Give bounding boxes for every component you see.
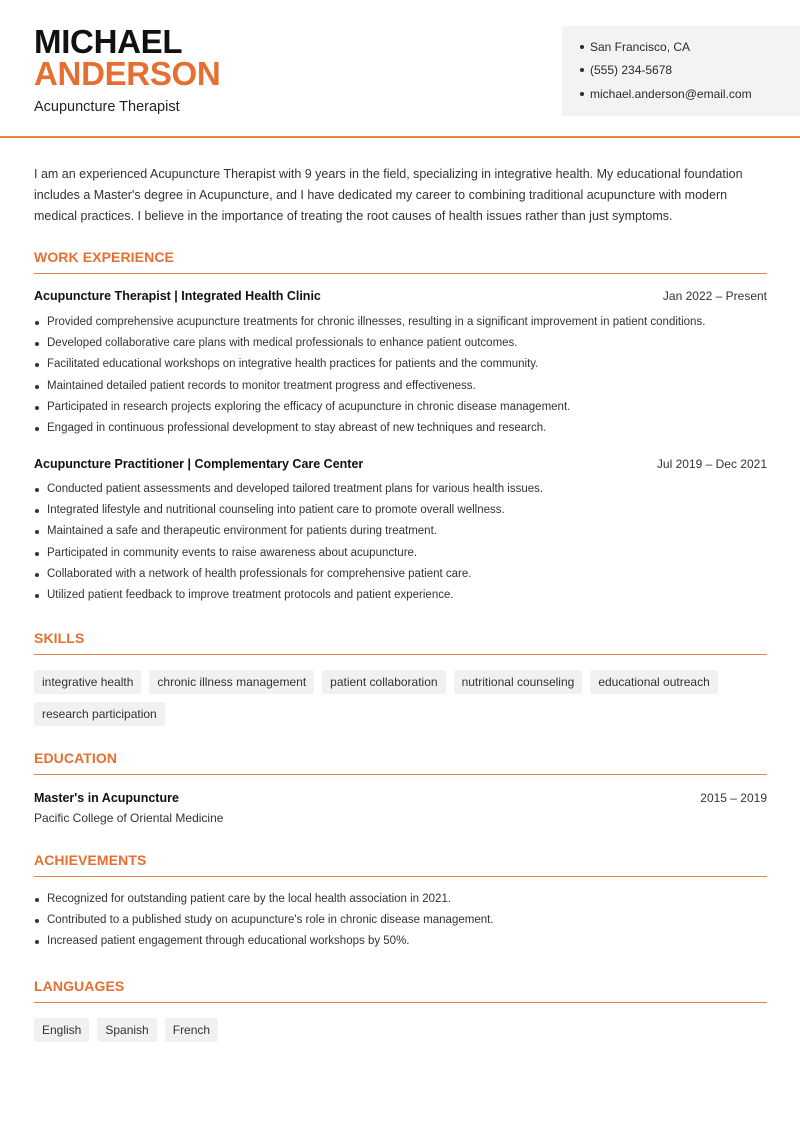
- first-name: MICHAEL: [34, 23, 183, 60]
- skill-tag: research participation: [34, 702, 165, 726]
- section-title-work-experience: WORK EXPERIENCE: [34, 249, 767, 274]
- phone-text: (555) 234-5678: [590, 63, 673, 77]
- education-header: [34, 791, 767, 805]
- skill-tag: patient collaboration: [322, 670, 445, 694]
- job-header: [34, 289, 767, 303]
- job-role: Acupuncture Therapist | Integrated Health Clinic: [34, 289, 321, 303]
- list-item: Increased patient engagement through educational workshops by 50%.: [34, 931, 769, 952]
- skill-tag: chronic illness management: [149, 670, 314, 694]
- skill-tag: nutritional counseling: [454, 670, 583, 694]
- profile-summary: I am an experienced Acupuncture Therapist with 9 years in the field, specializing in integrative health. My educational foundation includes a Master's degree in Acupuncture, and I have dedicated my career to combining traditional acupuncture with modern medical practices. I believe in the importance of treating the root causes of health issues rather than just symptoms.: [34, 167, 743, 223]
- last-name: ANDERSON: [34, 55, 221, 92]
- section-title-education: EDUCATION: [34, 750, 767, 775]
- language-tags: [34, 1018, 774, 1042]
- section-title-languages: LANGUAGES: [34, 978, 767, 1003]
- bullet-icon: [580, 68, 584, 72]
- school-name: Pacific College of Oriental Medicine: [34, 811, 224, 825]
- list-item: Engaged in continuous professional development to stay abreast of new techniques and research.: [34, 418, 769, 439]
- bullet-icon: [580, 92, 584, 96]
- contact-location: [580, 40, 690, 54]
- job-dates: Jan 2022 – Present: [662, 289, 767, 303]
- education-dates: 2015 – 2019: [700, 791, 767, 805]
- resume-header: [0, 0, 800, 138]
- skills-tags: [34, 670, 774, 726]
- contact-box: [562, 26, 800, 116]
- list-item: Conducted patient assessments and developed tailored treatment plans for various health issues.: [34, 479, 769, 500]
- job-bullets: [34, 312, 769, 439]
- list-item: Contributed to a published study on acupuncture's role in chronic disease management.: [34, 910, 769, 931]
- list-item: Utilized patient feedback to improve treatment protocols and patient experience.: [34, 585, 769, 606]
- list-item: Developed collaborative care plans with medical professionals to enhance patient outcomes.: [34, 333, 769, 354]
- list-item: Participated in community events to raise awareness about acupuncture.: [34, 543, 769, 564]
- contact-phone: [580, 63, 672, 77]
- list-item: Participated in research projects exploring the efficacy of acupuncture in chronic disease management.: [34, 397, 769, 418]
- list-item: Recognized for outstanding patient care by the local health association in 2021.: [34, 889, 769, 910]
- section-title-achievements: ACHIEVEMENTS: [34, 852, 767, 877]
- language-tag: English: [34, 1018, 89, 1042]
- job-dates: Jul 2019 – Dec 2021: [656, 457, 767, 471]
- skill-tag: educational outreach: [590, 670, 717, 694]
- list-item: Maintained a safe and therapeutic environment for patients during treatment.: [34, 521, 769, 542]
- email-text[interactable]: michael.anderson@email.com: [590, 87, 752, 101]
- skill-tag: integrative health: [34, 670, 141, 694]
- job-title: Acupuncture Therapist: [34, 99, 180, 115]
- degree-name: Master's in Acupuncture: [34, 791, 179, 805]
- contact-email[interactable]: [580, 87, 752, 101]
- language-tag: French: [165, 1018, 218, 1042]
- list-item: Provided comprehensive acupuncture treatments for chronic illnesses, resulting in a significant improvement in patient conditions.: [34, 312, 769, 333]
- job-role: Acupuncture Practitioner | Complementary Care Center: [34, 457, 364, 471]
- language-tag: Spanish: [97, 1018, 156, 1042]
- list-item: Collaborated with a network of health professionals for comprehensive patient care.: [34, 564, 769, 585]
- list-item: Facilitated educational workshops on integrative health practices for patients and the community.: [34, 354, 769, 375]
- location-text: San Francisco, CA: [590, 40, 691, 54]
- list-item: Integrated lifestyle and nutritional counseling into patient care to promote overall wellness.: [34, 500, 769, 521]
- achievement-bullets: [34, 889, 769, 953]
- list-item: Maintained detailed patient records to monitor treatment progress and effectiveness.: [34, 376, 769, 397]
- section-title-skills: SKILLS: [34, 630, 767, 655]
- job-header: [34, 457, 767, 471]
- bullet-icon: [580, 45, 584, 49]
- job-bullets: [34, 479, 769, 606]
